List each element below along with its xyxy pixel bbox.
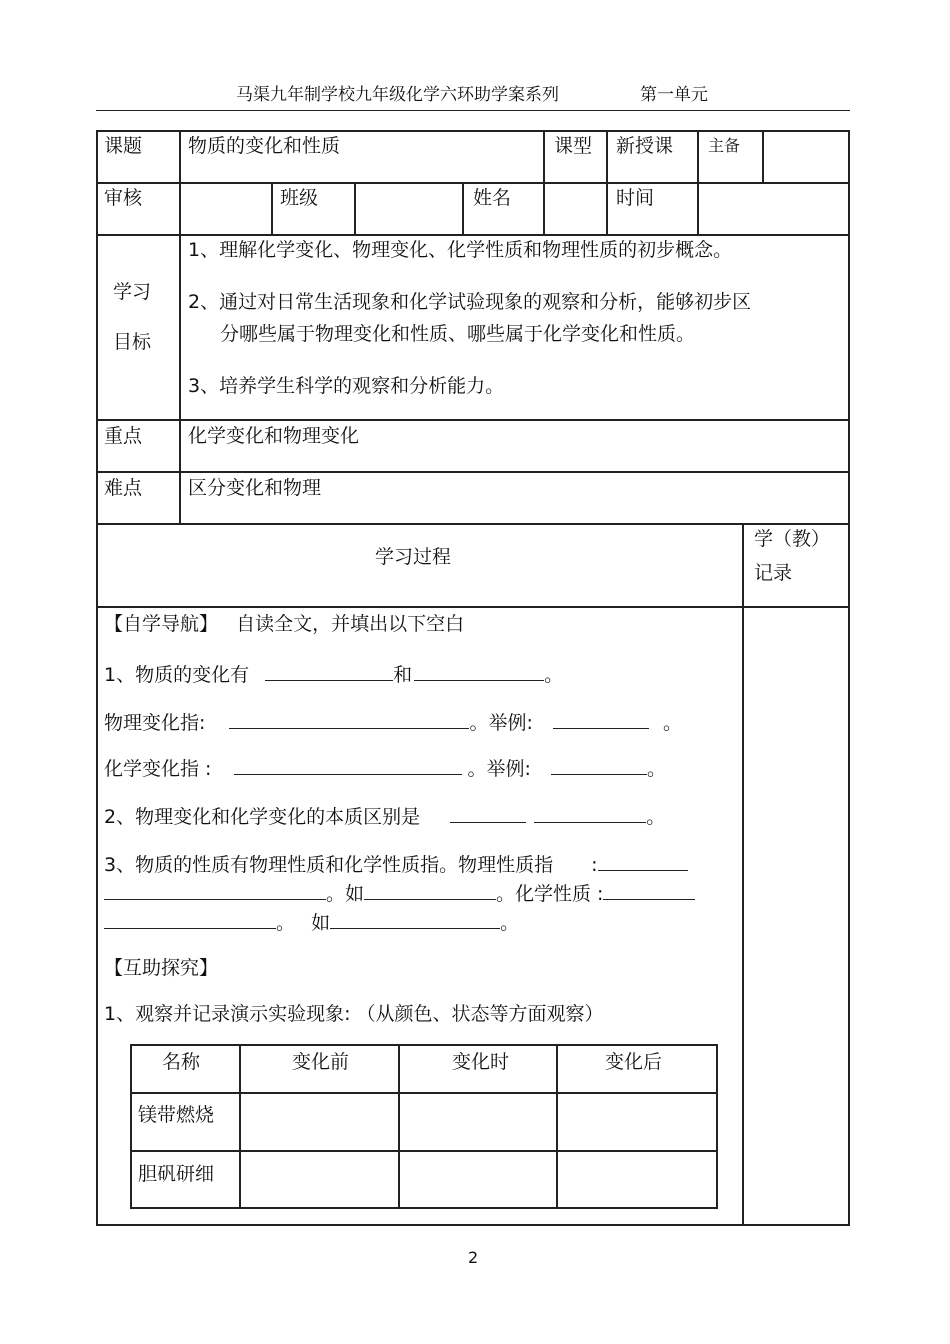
blank-essence-1[interactable] [450, 802, 526, 823]
review-value[interactable] [182, 185, 268, 231]
objective-2-line1: 2、通过对日常生活现象和化学试验现象的观察和分析，能够初步区 [188, 291, 752, 313]
self-study-heading [104, 612, 464, 636]
self-study-instruction: 自读全文，并填出以下空白 [236, 613, 465, 635]
cell-copper-sulfate-after[interactable] [559, 1153, 713, 1205]
objective-2-line2: 分哪些属于物理变化和性质、哪些属于化学变化和性质。 [220, 323, 696, 345]
blank-physical-property-def-cont[interactable] [104, 879, 326, 900]
table-header-during: 变化时 [452, 1051, 510, 1073]
blank-physical-property-def[interactable] [598, 850, 688, 871]
header-title: 马渠九年制学校九年级化学六环助学案系列 [236, 85, 559, 105]
question-3-line1: 3、物质的性质有物理性质和化学性质指。物理性质指 : [104, 850, 688, 877]
table-header-before: 变化前 [292, 1051, 350, 1073]
lesson-type-value: 新授课 [616, 135, 674, 157]
blank-essence-2[interactable] [534, 802, 646, 823]
objectives-label-line2: 目标 [113, 331, 152, 353]
self-study-title: 【自学导航】 [104, 613, 219, 635]
cell-copper-sulfate-during[interactable] [401, 1153, 553, 1205]
name-label: 姓名 [473, 187, 512, 209]
main-prep-label: 主备 [708, 136, 741, 155]
key-point-value: 化学变化和物理变化 [188, 425, 360, 447]
table-header-name: 名称 [162, 1051, 201, 1073]
blank-change-type-2[interactable] [414, 660, 544, 681]
difficulty-value: 区分变化和物理 [188, 477, 322, 499]
record-label-line1: 学（教） [754, 528, 831, 550]
time-label: 时间 [616, 187, 655, 209]
blank-physical-property-example[interactable] [364, 879, 496, 900]
explore-question-1: 1、观察并记录演示实验现象: （从颜色、状态等方面观察） [104, 1003, 604, 1025]
table-row-magnesium: 镁带燃烧 [138, 1104, 215, 1126]
main-prep-value[interactable] [765, 133, 845, 179]
lesson-type-label: 课型 [554, 135, 593, 157]
process-title: 学习过程 [375, 546, 452, 568]
blank-chemical-change-example[interactable] [551, 754, 647, 775]
blank-chemical-change-def[interactable] [234, 754, 462, 775]
blank-physical-change-example[interactable] [553, 708, 649, 729]
record-area[interactable] [745, 609, 846, 1222]
question-3-line3: 。 如 。 [104, 908, 519, 935]
difficulty-label: 难点 [104, 477, 143, 499]
class-value[interactable] [357, 185, 459, 231]
question-2: 2、物理变化和化学变化的本质区别是 。 [104, 802, 665, 829]
blank-chemical-property-def-cont[interactable] [104, 908, 276, 929]
blank-chemical-property-example[interactable] [330, 908, 500, 929]
question-3-line2: 。如 。化学性质 : [104, 879, 695, 906]
cell-magnesium-after[interactable] [559, 1095, 713, 1148]
chemical-change-line: 化学变化指 : 。举例: 。 [104, 754, 666, 781]
cell-magnesium-during[interactable] [401, 1095, 553, 1148]
topic-label: 课题 [104, 135, 143, 157]
header-unit: 第一单元 [640, 85, 708, 105]
blank-physical-change-def[interactable] [229, 708, 469, 729]
cell-copper-sulfate-before[interactable] [242, 1153, 395, 1205]
objectives-label-line1: 学习 [113, 281, 152, 303]
review-label: 审核 [104, 187, 143, 209]
class-label: 班级 [280, 187, 319, 209]
key-point-label: 重点 [104, 425, 143, 447]
name-value[interactable] [546, 185, 603, 231]
page-number: 2 [468, 1248, 479, 1267]
record-label-line2: 记录 [754, 562, 793, 584]
table-row-copper-sulfate: 胆矾研细 [138, 1163, 215, 1185]
explore-heading: 【互助探究】 [104, 957, 219, 979]
physical-change-line: 物理变化指: 。举例: 。 [104, 708, 682, 735]
question-1: 1、物质的变化有 和 。 [104, 660, 563, 687]
blank-chemical-property-def[interactable] [603, 879, 695, 900]
header-rule [96, 110, 850, 111]
objective-3: 3、培养学生科学的观察和分析能力。 [188, 375, 505, 397]
time-value[interactable] [700, 185, 845, 231]
topic-value: 物质的变化和性质 [188, 135, 341, 157]
table-header-after: 变化后 [605, 1051, 663, 1073]
cell-magnesium-before[interactable] [242, 1095, 395, 1148]
blank-change-type-1[interactable] [265, 660, 393, 681]
objective-1: 1、理解化学变化、物理变化、化学性质和物理性质的初步概念。 [188, 239, 733, 261]
